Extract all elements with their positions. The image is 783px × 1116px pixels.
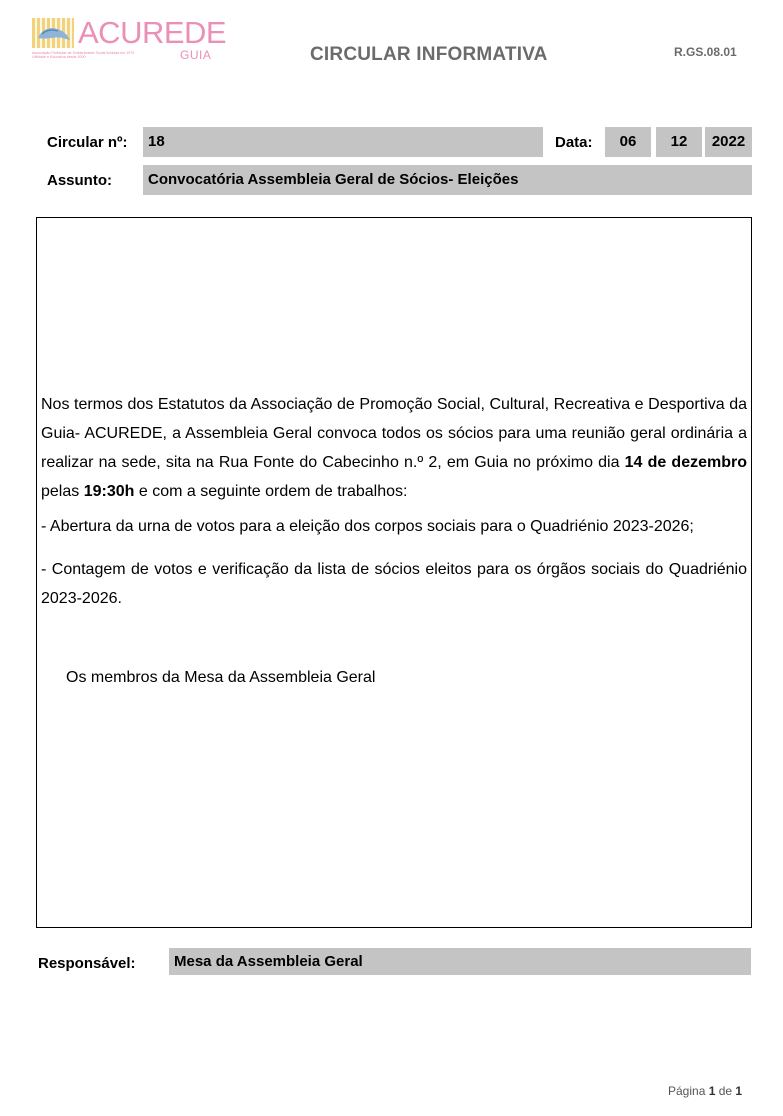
agenda-item-1: - Abertura da urna de votos para a eleição dos corpos sociais para o Quadriénio 2023-2026;	[41, 518, 694, 535]
circular-number-label: Circular nº:	[47, 134, 128, 151]
logo-subtitle: GUIA	[180, 48, 212, 62]
signature-line: Os membros da Mesa da Assembleia Geral	[66, 669, 376, 686]
document-title: CIRCULAR INFORMATIVA	[310, 44, 548, 65]
logo-tagline: Associação Particular de Solidariedade Social fundada em 1979 Utilidade e Educativa desde 2000	[32, 51, 135, 60]
circular-body-box	[36, 217, 752, 928]
intro-paragraph	[41, 390, 747, 506]
date-day: 06	[605, 127, 651, 157]
responsible-value: Mesa da Assembleia Geral	[169, 948, 751, 975]
page-number	[668, 1084, 742, 1098]
responsible-label: Responsável:	[38, 955, 136, 972]
subject-value: Convocatória Assembleia Geral de Sócios- Eleições	[143, 165, 752, 195]
date-label: Data:	[555, 134, 593, 151]
meeting-date: 14 de dezembro	[624, 454, 747, 471]
meeting-time: 19:30h	[83, 483, 135, 500]
document-code: R.GS.08.01	[674, 45, 737, 59]
intro-text-end: e com a seguinte ordem de trabalhos:	[134, 483, 408, 500]
page-of: de	[715, 1084, 736, 1098]
page-current: 1	[708, 1084, 716, 1098]
page-total: 1	[735, 1084, 743, 1098]
logo-wordmark: ACUREDE	[78, 15, 227, 50]
intro-text: Nos termos dos Estatutos da Associação de Promoção Social, Cultural, Recreativa e Desportiva da Guia- ACUREDE, a Assembleia Geral convoca todos os sócios para uma reunião geral ordinária a realizar na sede, sita na Rua Fonte do Cabecinho n.º 2, em Guia no próximo dia	[41, 396, 747, 471]
date-year: 2022	[705, 127, 752, 157]
acurede-logo	[32, 14, 232, 70]
circular-number-value: 18	[143, 127, 543, 157]
intro-text-mid: pelas	[41, 483, 84, 500]
logo-emblem-icon	[32, 18, 74, 48]
subject-label: Assunto:	[47, 172, 112, 189]
agenda-item-2: - Contagem de votos e verificação da lista de sócios eleitos para os órgãos sociais do Quadriénio 2023-2026.	[41, 561, 747, 607]
date-month: 12	[656, 127, 702, 157]
page-prefix: Página	[668, 1084, 709, 1098]
